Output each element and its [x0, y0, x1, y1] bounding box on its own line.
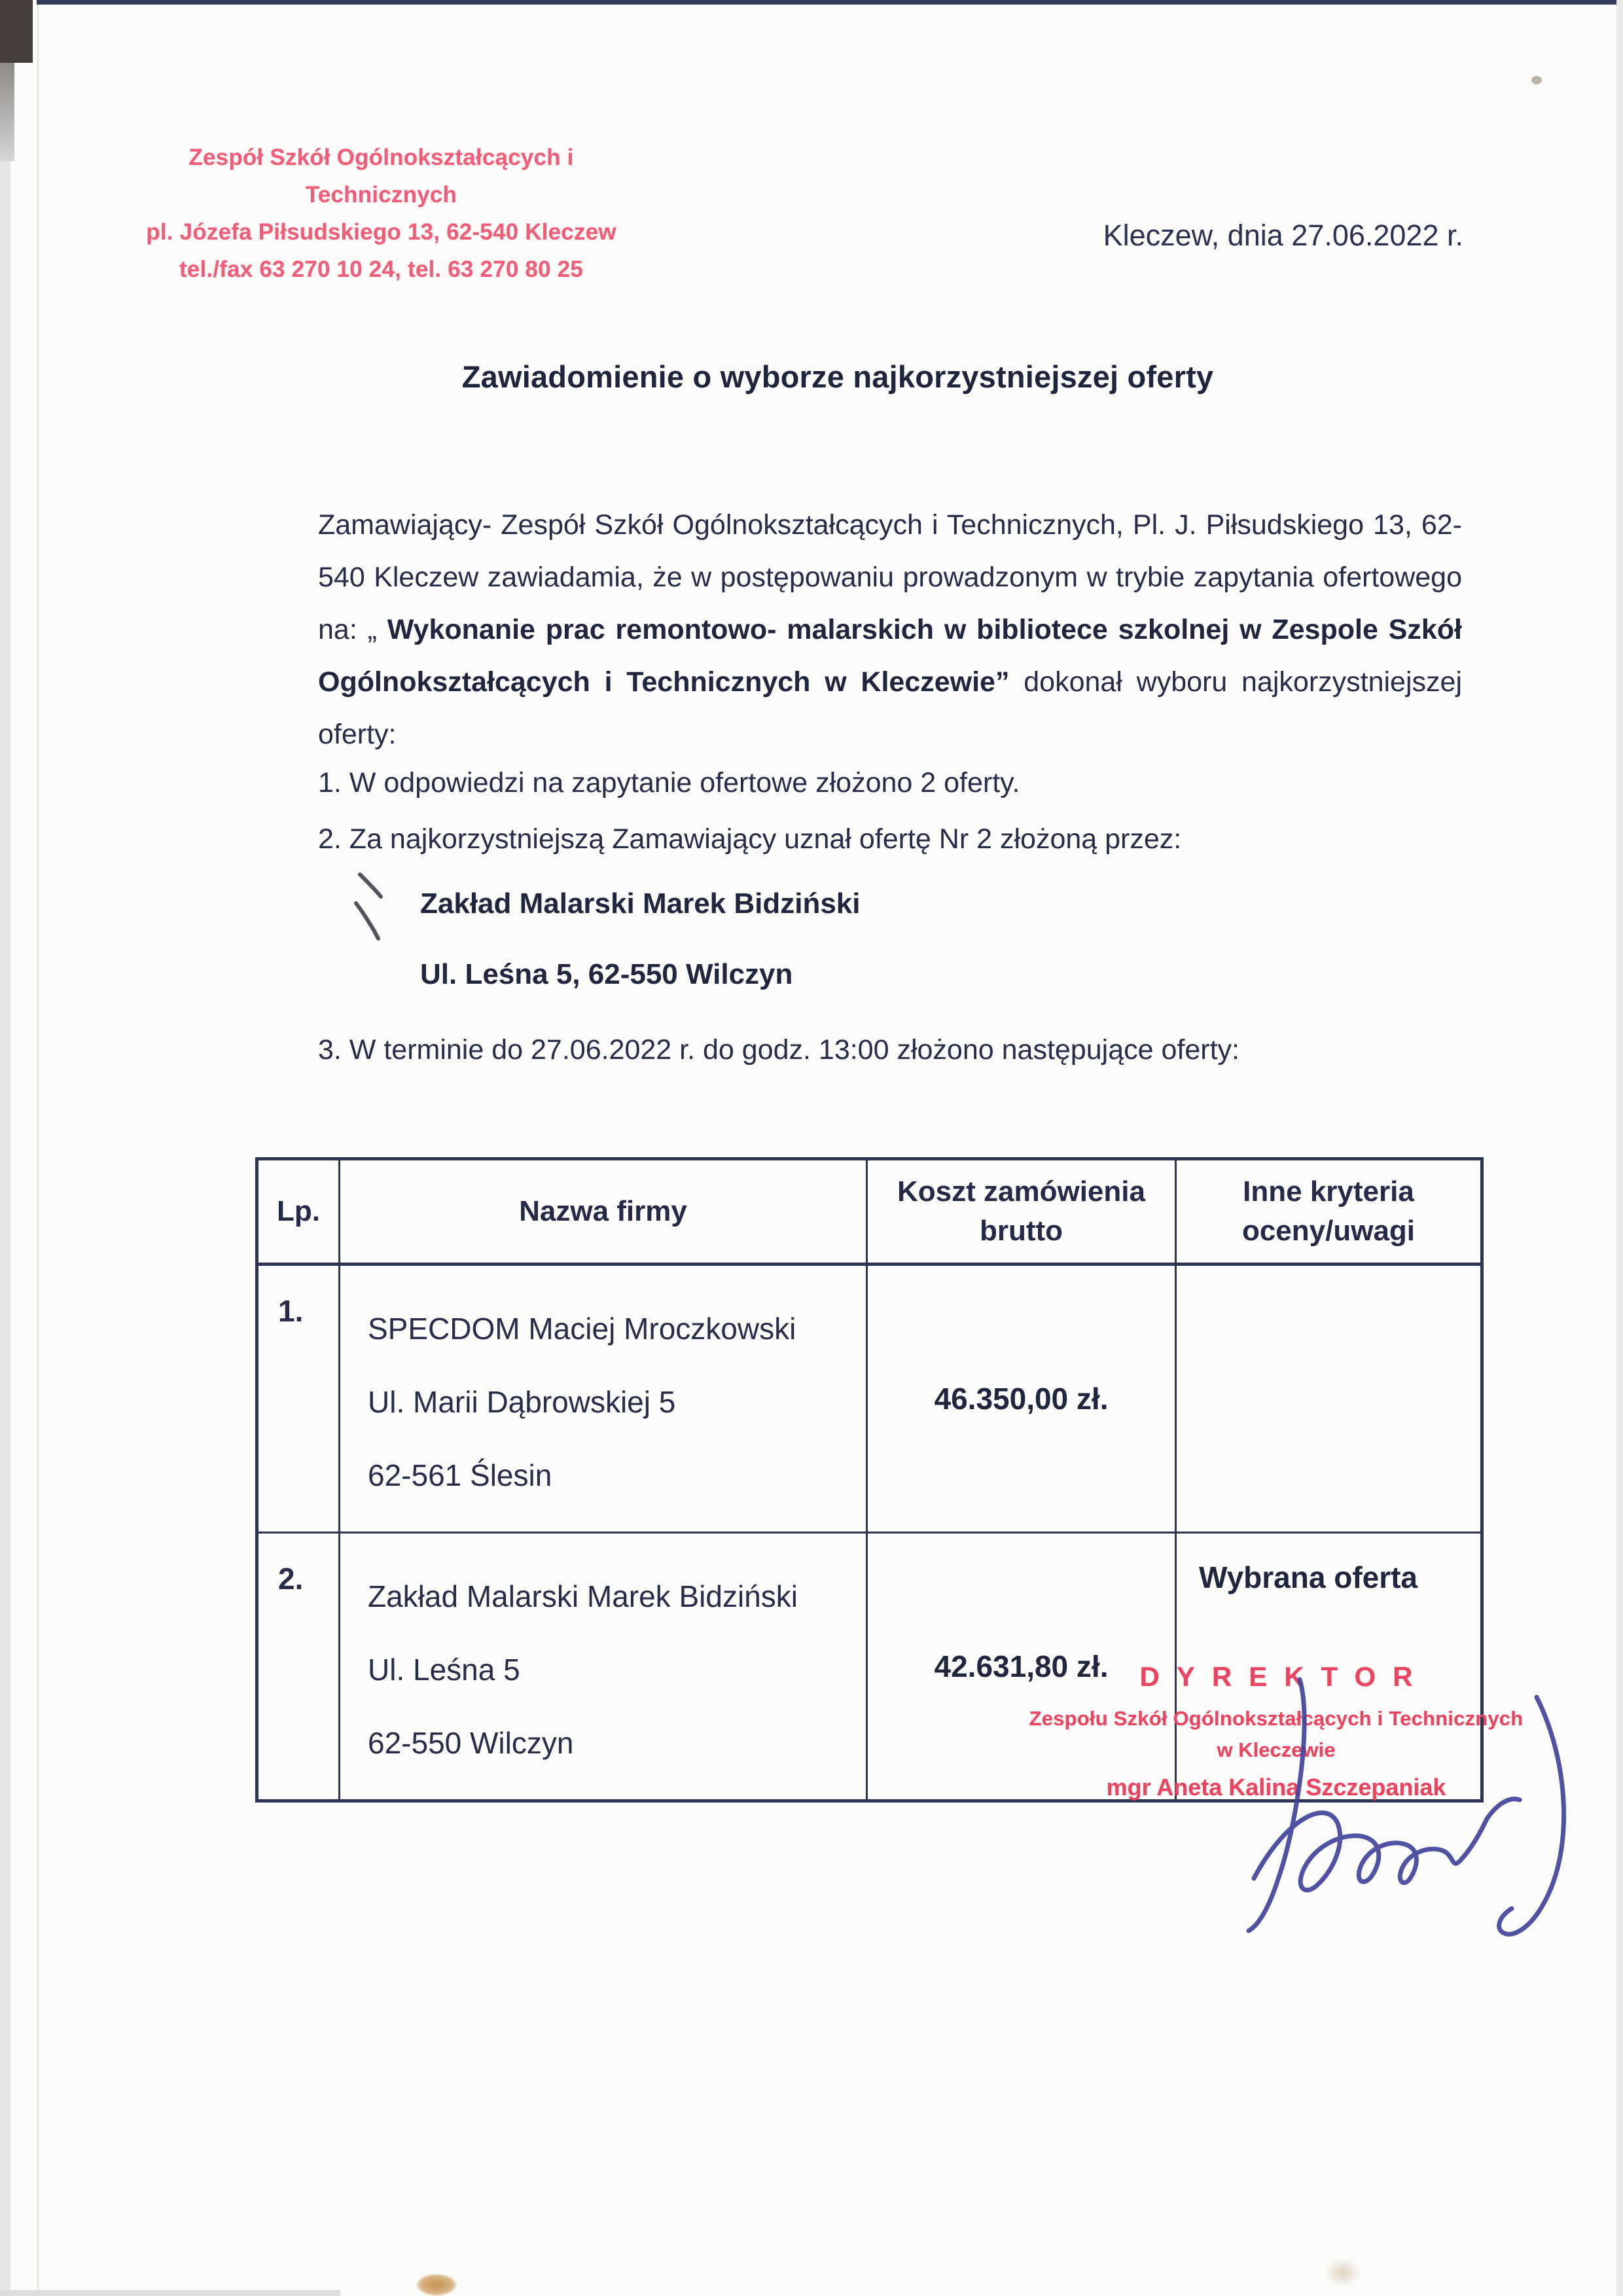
list-item-1: 1. W odpowiedzi na zapytanie ofertowe złożono 2 oferty.: [318, 767, 1020, 798]
intro-paragraph: [318, 499, 1462, 761]
cell-firm: [340, 1265, 867, 1533]
school-stamp: [141, 139, 622, 288]
cell-note: Wybrana oferta: [1176, 1533, 1482, 1801]
scan-artifact-top-edge: [37, 0, 1623, 5]
intro-text-start: Zamawiający- Zespół Szkół Ogólnokształcących i Technicznych, Pl. J. Piłsudskiego 13, 62-540 Kleczew zawiadamia, że w postępowaniu prowadzonym w trybie zapytania ofertowego na: „: [318, 509, 1462, 645]
school-stamp-phone: tel./fax 63 270 10 24, tel. 63 270 80 25: [179, 257, 584, 282]
firm-line: SPECDOM Maciej Mroczkowski: [368, 1312, 796, 1346]
firm-line: 62-550 Wilczyn: [368, 1726, 574, 1760]
intro-text-end: dokonał wyboru najkorzystniejszej oferty:: [318, 666, 1462, 750]
firm-line: Ul. Leśna 5: [368, 1653, 520, 1687]
firm-line: 62-561 Ślesin: [368, 1458, 552, 1492]
winner-name: Zakład Malarski Marek Bidziński: [420, 888, 861, 920]
school-stamp-address: pl. Józefa Piłsudskiego 13, 62-540 Kleczew: [146, 219, 616, 245]
scan-artifact-bottom-strip: [0, 2290, 340, 2296]
scan-artifact-left-strip: [0, 161, 10, 2296]
cell-note: [1176, 1265, 1482, 1533]
scan-artifact-right-strip: [1616, 0, 1623, 2296]
table-header-cost: Koszt zamówienia brutto: [867, 1159, 1176, 1265]
table-header-criteria: Inne kryteria oceny/uwagi: [1176, 1159, 1482, 1265]
scan-artifact-corner: [0, 0, 33, 63]
cell-firm: [340, 1533, 867, 1801]
winner-address: Ul. Leśna 5, 62-550 Wilczyn: [420, 958, 793, 990]
table-header-firm: Nazwa firmy: [340, 1159, 867, 1265]
scan-artifact-smudge-2: [1325, 2258, 1361, 2287]
table-header-row: [257, 1159, 1482, 1265]
scan-artifact-page-seam: [37, 5, 39, 2296]
cell-cost: 46.350,00 zł.: [867, 1265, 1176, 1533]
school-stamp-name: Zespół Szkół Ogólnokształcących i Technicznych: [188, 145, 574, 207]
director-stamp-org: Zespołu Szkół Ogólnokształcących i Technicznych: [1029, 1707, 1524, 1730]
cell-cost: 42.631,80 zł.: [867, 1533, 1176, 1801]
page-title: Zawiadomienie o wyborze najkorzystniejszej oferty: [461, 359, 1214, 394]
director-stamp-title: DYREKTOR: [1139, 1661, 1430, 1692]
intro-text-bold: Wykonanie prac remontowo- malarskich w bibliotece szkolnej w Zespole Szkół Ogólnokształcących i Technicznych w Kleczewie”: [318, 614, 1462, 698]
scan-artifact-speck: [1531, 76, 1542, 84]
cell-lp: 2.: [257, 1533, 340, 1801]
scan-artifact-smudge: [416, 2274, 457, 2296]
scan-artifact-corner-fade: [0, 63, 14, 161]
director-stamp-city: w Kleczewie: [1217, 1738, 1336, 1761]
pen-checkmark: [351, 870, 397, 942]
firm-line: Zakład Malarski Marek Bidziński: [368, 1579, 798, 1613]
table-row: [257, 1265, 1482, 1533]
cell-lp: 1.: [257, 1265, 340, 1533]
list-item-2: 2. Za najkorzystniejszą Zamawiający uznał ofertę Nr 2 złożoną przez:: [318, 823, 1182, 855]
list-item-3: 3. W terminie do 27.06.2022 r. do godz. 13:00 złożono następujące oferty:: [318, 1034, 1240, 1066]
table-header-lp: Lp.: [257, 1159, 340, 1265]
director-stamp-name: mgr Aneta Kalina Szczepaniak: [1106, 1774, 1446, 1801]
date-line: Kleczew, dnia 27.06.2022 r.: [1103, 219, 1463, 252]
firm-line: Ul. Marii Dąbrowskiej 5: [368, 1385, 676, 1419]
signature-scribble: [1216, 1661, 1582, 1943]
